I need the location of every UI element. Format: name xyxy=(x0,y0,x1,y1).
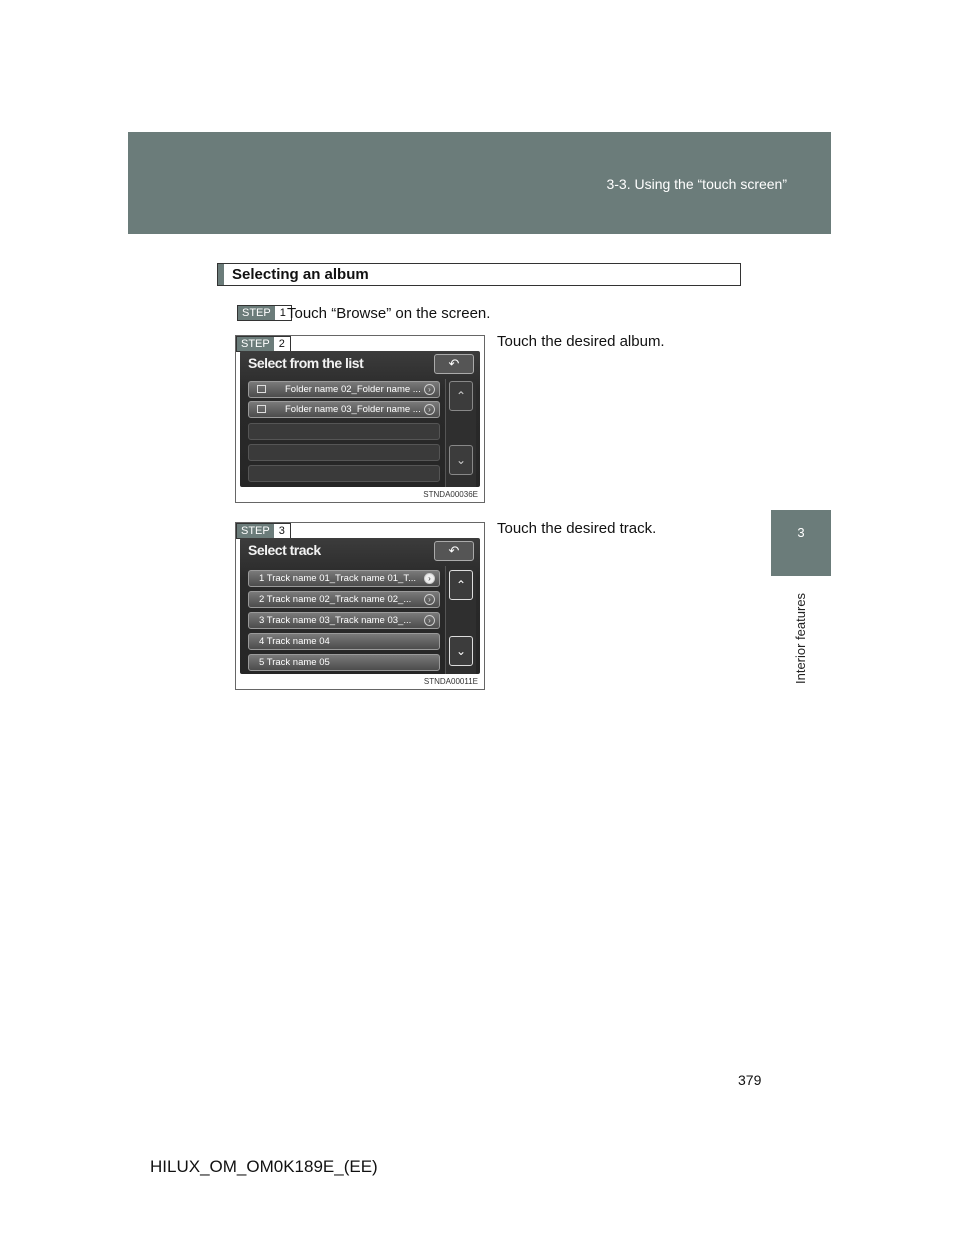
step-label: STEP xyxy=(237,337,274,351)
list-item-label: Folder name 03_Folder name ... xyxy=(285,404,421,415)
track-screen xyxy=(240,538,480,674)
chevron-right-icon: › xyxy=(424,615,435,626)
section-heading-title: Selecting an album xyxy=(232,266,369,283)
list-item[interactable] xyxy=(248,591,440,608)
list-item-empty xyxy=(248,444,440,461)
section-heading-bar xyxy=(218,264,224,285)
scroll-down-button[interactable] xyxy=(449,636,473,666)
folder-icon xyxy=(257,385,266,393)
list-item[interactable] xyxy=(248,570,440,587)
list-item-label: 3 Track name 03_Track name 03_... xyxy=(259,615,412,626)
figure-select-track xyxy=(235,522,485,690)
header-band xyxy=(128,132,831,234)
list-item-label: 5 Track name 05 xyxy=(259,657,330,668)
figure-code: STNDA00036E xyxy=(423,490,478,499)
scroll-column xyxy=(445,566,476,674)
chapter-tab-label-text: Interior features xyxy=(793,592,808,684)
page-number: 379 xyxy=(738,1072,762,1088)
double-chevron-up-icon: ⌃ xyxy=(455,389,467,403)
back-button[interactable] xyxy=(434,541,474,561)
double-chevron-up-icon: ⌃ xyxy=(455,578,467,592)
step-label: STEP xyxy=(238,306,275,320)
header-title: 3-3. Using the “touch screen” xyxy=(606,176,787,192)
scroll-up-button[interactable] xyxy=(449,381,473,411)
list-item-empty xyxy=(248,465,440,482)
chevron-right-icon: › xyxy=(424,573,435,584)
list-item[interactable] xyxy=(248,612,440,629)
list-item-empty xyxy=(248,423,440,440)
step-3-text: Touch the desired track. xyxy=(497,520,657,537)
double-chevron-down-icon: ⌄ xyxy=(455,644,467,658)
step-1-text: Touch “Browse” on the screen. xyxy=(287,305,491,322)
step-number: 1 xyxy=(275,306,291,320)
step-1-badge xyxy=(237,305,292,321)
step-label: STEP xyxy=(237,524,274,538)
list-item-label: 4 Track name 04 xyxy=(259,636,330,647)
list-item[interactable] xyxy=(248,633,440,650)
scroll-up-button[interactable] xyxy=(449,570,473,600)
folder-icon xyxy=(257,405,266,413)
chevron-right-icon: › xyxy=(424,384,435,395)
chapter-tab-number: 3 xyxy=(771,510,831,576)
list-item-label: 1 Track name 01_Track name 01_T... xyxy=(259,573,417,584)
step-2-badge xyxy=(236,336,291,352)
figure-select-album xyxy=(235,335,485,503)
step-number: 3 xyxy=(274,524,290,538)
scroll-down-button[interactable] xyxy=(449,445,473,475)
step-3-badge xyxy=(236,523,291,539)
back-button[interactable] xyxy=(434,354,474,374)
figure-code: STNDA00011E xyxy=(423,677,478,686)
list-item[interactable] xyxy=(248,654,440,671)
section-heading xyxy=(217,263,741,286)
album-screen xyxy=(240,351,480,487)
chevron-right-icon: › xyxy=(424,404,435,415)
chapter-tab-label xyxy=(771,576,831,686)
chevron-right-icon: › xyxy=(424,594,435,605)
list-item-label: 2 Track name 02_Track name 02_... xyxy=(259,594,412,605)
double-chevron-down-icon: ⌄ xyxy=(455,453,467,467)
step-2-text: Touch the desired album. xyxy=(497,333,665,350)
screen-title: Select from the list xyxy=(248,355,364,371)
footer-doc-code: HILUX_OM_OM0K189E_(EE) xyxy=(150,1157,378,1176)
list-item[interactable] xyxy=(248,381,440,398)
return-arrow-icon: ↶ xyxy=(448,356,460,371)
list-item[interactable] xyxy=(248,401,440,418)
scroll-column xyxy=(445,379,476,487)
screen-title: Select track xyxy=(248,542,321,558)
list-item-label: Folder name 02_Folder name ... xyxy=(285,384,421,395)
return-arrow-icon: ↶ xyxy=(448,543,460,558)
step-number: 2 xyxy=(274,337,290,351)
